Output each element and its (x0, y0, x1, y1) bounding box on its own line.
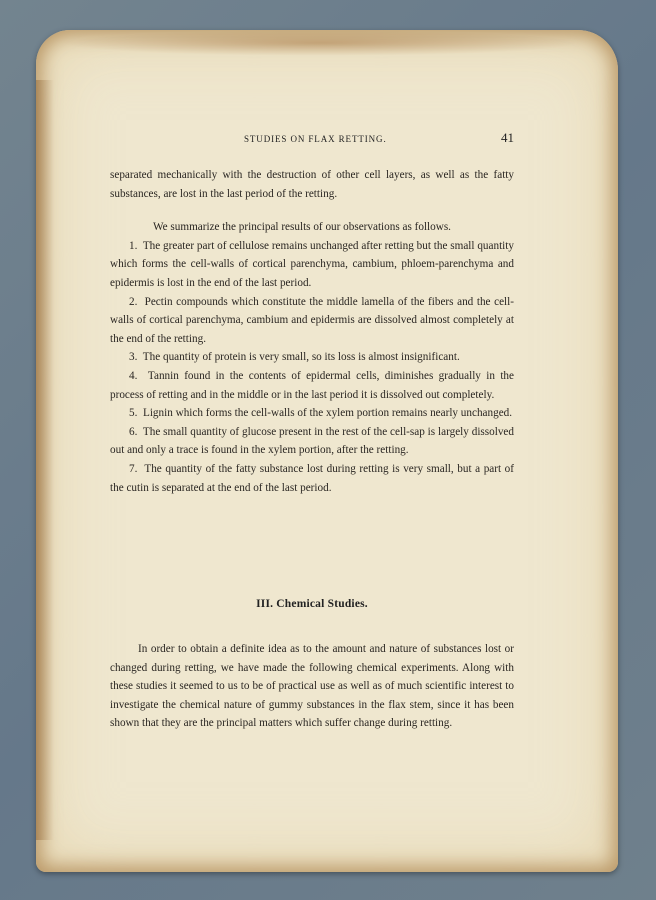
item-text: The greater part of cellulose remains unchanged after retting but the small quantity which forms the cell-walls of cortical parenchyma, cambium, phloem-parenchyma and epidermis is lost in the end of the last period. (110, 239, 514, 289)
item-number: 3. (129, 351, 138, 364)
body-text (110, 166, 514, 497)
item-number: 7. (129, 462, 138, 475)
page-header (74, 130, 514, 150)
item-number: 2. (129, 295, 138, 308)
summary-item-3 (110, 348, 514, 367)
page-number: 41 (501, 130, 514, 145)
item-number: 4. (129, 369, 138, 382)
item-number: 5. (129, 407, 138, 420)
summary-item-2 (110, 293, 514, 349)
summary-item-5 (110, 404, 514, 423)
item-text: The quantity of protein is very small, so its loss is almost insignificant. (142, 351, 460, 364)
item-number: 1. (129, 239, 138, 252)
continuation-paragraph: separated mechanically with the destruction of other cell layers, as well as the fatty substances, are lost in the last period of the retting. (110, 169, 514, 200)
item-number: 6. (129, 425, 138, 438)
item-text: The quantity of the fatty substance lost during retting is very small, but a part of the cutin is separated at the end of the last period. (110, 462, 514, 494)
summary-item-4 (110, 367, 514, 404)
section-heading: III. Chemical Studies. (256, 598, 368, 610)
item-text: Lignin which forms the cell-walls of the xylem portion remains nearly unchanged. (142, 407, 513, 420)
section-body (110, 640, 514, 733)
item-text: Pectin compounds which constitute the middle lamella of the fibers and the cell-walls of cortical parenchyma, cambium and epidermis are dissolved almost completely at the end of the retting. (110, 295, 515, 345)
section-paragraph: In order to obtain a definite idea as to the amount and nature of substances lost or changed during retting, we have made the following chemical experiments. Along with these studies it seemed to us to be of practical use as well as of much scientific interest to investigate the chemical nature of gummy substances in the flax stem, since it has been shown that they are the principal matters which suffer change during retting. (110, 643, 514, 730)
summary-item-1 (110, 237, 514, 293)
summary-item-6 (110, 423, 514, 460)
item-text: Tannin found in the contents of epidermal cells, diminishes gradually in the process of retting and in the middle or in the last period it is dissolved out completely. (110, 369, 514, 401)
summary-intro: We summarize the principal results of our observations as follows. (153, 221, 451, 234)
running-title: STUDIES ON FLAX RETTING. (244, 134, 387, 144)
item-text: The small quantity of glucose present in the rest of the cell-sap is largely dissolved out and only a trace is found in the xylem portion, after the retting. (110, 425, 514, 457)
summary-item-7 (110, 460, 514, 497)
